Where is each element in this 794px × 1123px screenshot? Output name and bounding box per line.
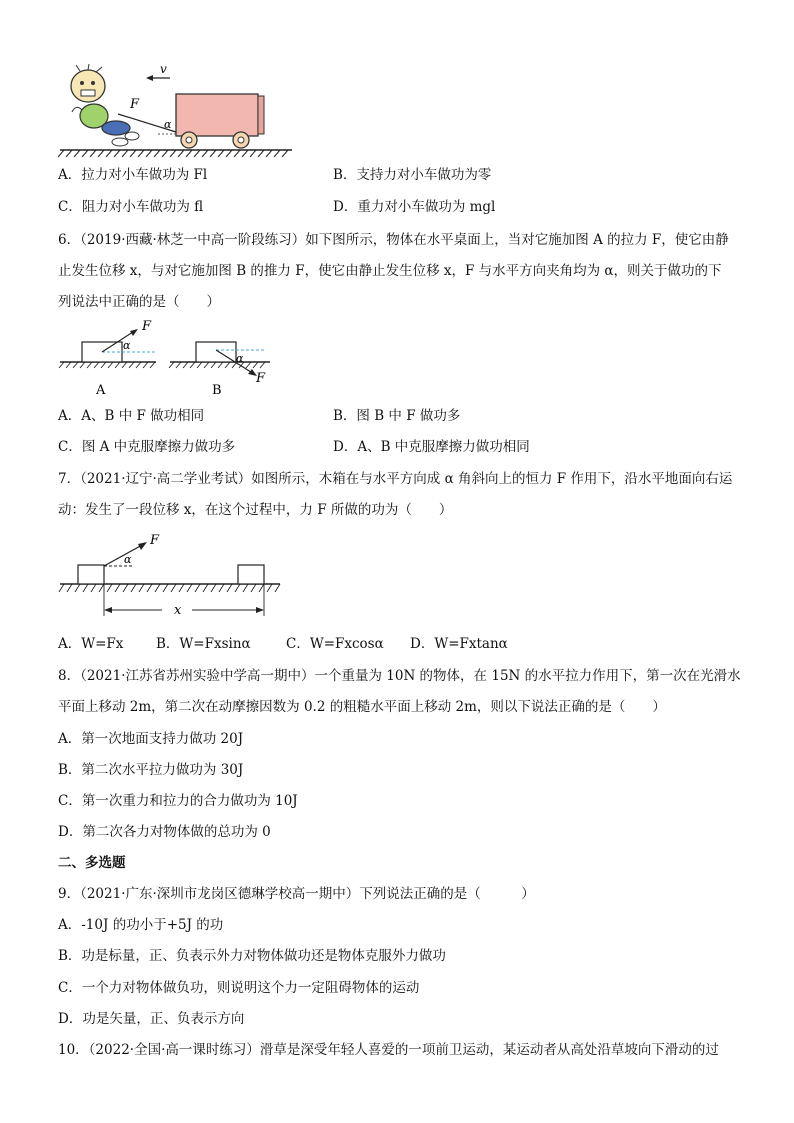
ground-hatching <box>58 150 292 157</box>
velocity-arrow <box>146 62 170 81</box>
q6-figure-b <box>169 342 270 398</box>
q8-stem-line-2: 平面上移动 2m，第二次在动摩擦因数为 0.2 的粗糙水平面上移动 2m，则以下说法正确的是（ ） <box>58 699 666 715</box>
q6-figure <box>58 318 288 402</box>
q6-stem-line-1: 6．（2019·西藏·林芝一中高一阶段练习）如下图所示，物体在水平桌面上，当对它施加图 A 的拉力 F，使它由静 <box>58 232 729 248</box>
q7-alpha-label: α <box>124 553 132 566</box>
q5-option-b[interactable]: B．支持力对小车做功为零 <box>333 167 492 183</box>
q6-figure-a <box>59 319 156 398</box>
q6b-force-label: F <box>256 371 266 386</box>
q10-stem-line-1: 10．（2022·全国·高一课时练习）滑草是深受年轻人喜爱的一项前卫运动，某运动者从高处沿草坡向下滑动的过 <box>58 1042 719 1058</box>
q7-option-d[interactable]: D．W=Fxtanα <box>410 636 508 652</box>
q7-figure <box>58 532 288 618</box>
q7-option-a[interactable]: A．W=Fx <box>58 636 124 652</box>
q7-stem-line-1: 7．（2021·辽宁·高二学业考试）如图所示，木箱在与水平方向成 α 角斜向上的恒力 F 作用下，沿水平地面向右运 <box>58 471 733 487</box>
q7-ground-hatching <box>59 584 280 592</box>
q6-option-c[interactable]: C．图 A 中克服摩擦力做功多 <box>58 439 236 455</box>
q9-stem-line-1: 9．（2021·广东·深圳市龙岗区德琳学校高一期中）下列说法正确的是（ ） <box>58 886 535 902</box>
q7-option-b[interactable]: B．W=Fxsinα <box>156 636 251 652</box>
q6-stem-line-3: 列说法中正确的是（ ） <box>58 294 220 310</box>
cart <box>176 94 264 148</box>
q7-force-label: F <box>150 533 160 548</box>
q8-stem-line-1: 8．（2021·江苏省苏州实验中学高一期中）一个重量为 10N 的物体，在 15N 的水平拉力作用下，第一次在光滑水 <box>58 668 741 684</box>
q8-option-d[interactable]: D．第二次各力对物体做的总功为 0 <box>58 824 271 840</box>
q6a-caption: A <box>96 383 106 398</box>
q5-option-c[interactable]: C．阻力对小车做功为 fl <box>58 199 204 215</box>
cartoon-boy <box>71 64 139 146</box>
q7-stem-line-2: 动：发生了一段位移 x，在这个过程中，力 F 所做的功为（ ） <box>58 502 453 518</box>
q9-option-a[interactable]: A．-10J 的功小于+5J 的功 <box>58 917 224 933</box>
q6-stem-line-2: 止发生位移 x，与对它施加图 B 的推力 F，使它由静止发生位移 x，F 与水平方向夹角均为 α，则关于做功的下 <box>58 263 722 279</box>
force-label: F <box>130 97 140 112</box>
q5-option-d[interactable]: D．重力对小车做功为 mgl <box>333 199 496 215</box>
section-title-multiple-choice: 二、多选题 <box>58 855 126 871</box>
q5-figure <box>58 62 298 160</box>
q7-option-c[interactable]: C．W=Fxcosα <box>286 636 384 652</box>
q6-option-d[interactable]: D．A、B 中克服摩擦力做功相同 <box>333 439 530 455</box>
q5-option-a[interactable]: A．拉力对小车做功为 Fl <box>58 167 208 183</box>
q6b-alpha-label: α <box>236 352 244 365</box>
alpha-label: α <box>164 118 172 131</box>
q8-option-b[interactable]: B．第二次水平拉力做功为 30J <box>58 762 244 778</box>
q6-option-b[interactable]: B．图 B 中 F 做功多 <box>333 408 461 424</box>
q9-option-b[interactable]: B．功是标量，正、负表示外力对物体做功还是物体克服外力做功 <box>58 948 446 964</box>
velocity-label: v <box>160 62 167 76</box>
q6a-force-label: F <box>142 319 152 334</box>
q9-option-c[interactable]: C．一个力对物体做负功，则说明这个力一定阻碍物体的运动 <box>58 980 420 996</box>
q8-option-a[interactable]: A．第一次地面支持力做功 20J <box>58 731 244 747</box>
q6b-caption: B <box>212 383 222 398</box>
q8-option-c[interactable]: C．第一次重力和拉力的合力做功为 10J <box>58 793 298 809</box>
q6a-alpha-label: α <box>123 339 131 352</box>
q6-option-a[interactable]: A．A、B 中 F 做功相同 <box>58 408 205 424</box>
q7-displacement-label: x <box>174 603 182 618</box>
q9-option-d[interactable]: D．功是矢量，正、负表示方向 <box>58 1011 245 1027</box>
